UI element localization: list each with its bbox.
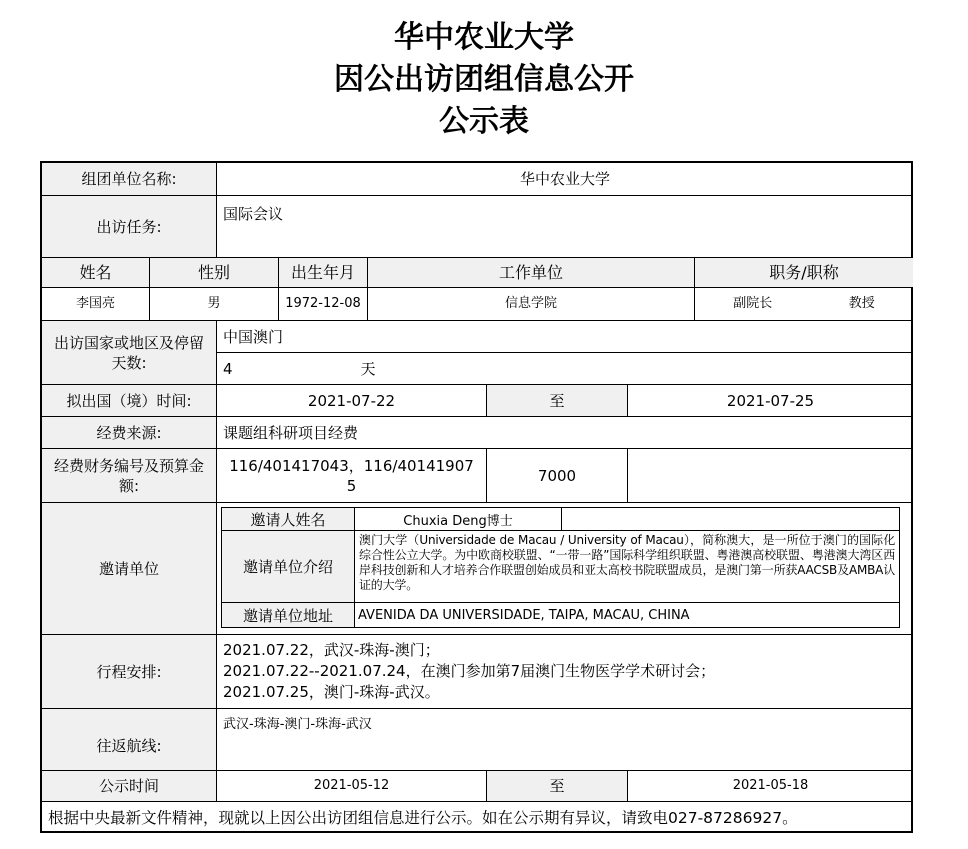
member-gender: 男 (150, 288, 279, 321)
route-label: 往返航线: (42, 709, 217, 771)
budget-label: 经费财务编号及预算金额: (42, 449, 217, 503)
task-label: 出访任务: (42, 196, 217, 258)
budget-amount: 7000 (487, 449, 628, 503)
depart-label: 拟出国（境）时间: (42, 385, 217, 417)
publicity-form-table (40, 161, 913, 833)
org-value: 华中农业大学 (217, 163, 913, 196)
notice-end: 2021-05-18 (628, 771, 913, 802)
member-position: 副院长 (733, 296, 773, 311)
depart-start: 2021-07-22 (217, 385, 487, 417)
itinerary-item: 2021.07.25，澳门-珠海-武汉。 (223, 683, 440, 701)
depart-end: 2021-07-25 (628, 385, 913, 417)
member-title (695, 288, 913, 321)
notice-label: 公示时间 (42, 771, 217, 802)
itinerary-item: 2021.07.22，武汉-珠海-澳门； (223, 641, 440, 659)
member-birth: 1972-12-08 (279, 288, 368, 321)
budget-code: 116/401417043，116/401419075 (217, 449, 487, 503)
member-unit: 信息学院 (368, 288, 695, 321)
budget-empty (628, 449, 913, 503)
dest-label: 出访国家或地区及停留天数: (42, 321, 217, 385)
member-name: 李国亮 (42, 288, 150, 321)
inviter-intro-value: 澳门大学（Universidade de Macau / University of Macau），简称澳大，是一所位于澳门的国际化综合性公立大学。为中欧商校联盟、“一带一路”国际科学组织联盟、粤港澳高校联盟、粤港澳大湾区西岸科技创新和人才培养合作联盟创始成员和亚太高校书院联盟成员，是澳门第一所获AACSB及AMBA认证的大学。 (355, 531, 899, 603)
header-title: 职务/职称 (695, 258, 913, 288)
footer-note: 根据中央最新文件精神，现就以上因公出访团组信息进行公示。如在公示期有异议，请致电027-87286927。 (48, 808, 798, 827)
inviter-label: 邀请单位 (42, 503, 217, 635)
route-value: 武汉-珠海-澳门-珠海-武汉 (217, 709, 913, 771)
org-label: 组团单位名称: (42, 163, 217, 196)
page-subtitle: 因公出访团组信息公开 (334, 62, 634, 97)
days-row (217, 353, 913, 385)
inviter-name-label: 邀请人姓名 (222, 508, 355, 531)
notice-to: 至 (487, 771, 628, 802)
itinerary-list (217, 635, 913, 709)
fund-label: 经费来源: (42, 417, 217, 449)
task-value: 国际会议 (217, 196, 913, 258)
depart-to: 至 (487, 385, 628, 417)
header-gender: 性别 (150, 258, 279, 288)
header-birth: 出生年月 (279, 258, 368, 288)
inviter-name-value: Chuxia Deng博士 (355, 508, 562, 531)
fund-value: 课题组科研项目经费 (217, 417, 913, 449)
member-rank: 教授 (848, 296, 875, 311)
days-value: 4 (223, 359, 233, 378)
inviter-table (221, 507, 900, 628)
header-unit: 工作单位 (368, 258, 695, 288)
inviter-addr-value: AVENIDA DA UNIVERSIDADE, TAIPA, MACAU, CHINA (358, 607, 690, 623)
days-unit: 天 (360, 359, 376, 378)
page-subtitle-2: 公示表 (439, 104, 529, 139)
itinerary-item: 2021.07.22--2021.07.24，在澳门参加第7届澳门生物医学学术研讨会； (223, 662, 716, 680)
inviter-intro-label: 邀请单位介绍 (222, 531, 355, 603)
inviter-name-empty (562, 508, 899, 531)
header-name: 姓名 (42, 258, 150, 288)
itinerary-label: 行程安排: (42, 635, 217, 709)
notice-start: 2021-05-12 (217, 771, 487, 802)
dest-value: 中国澳门 (217, 321, 913, 353)
inviter-addr-label: 邀请单位地址 (222, 603, 355, 627)
page-title: 华中农业大学 (394, 20, 574, 55)
